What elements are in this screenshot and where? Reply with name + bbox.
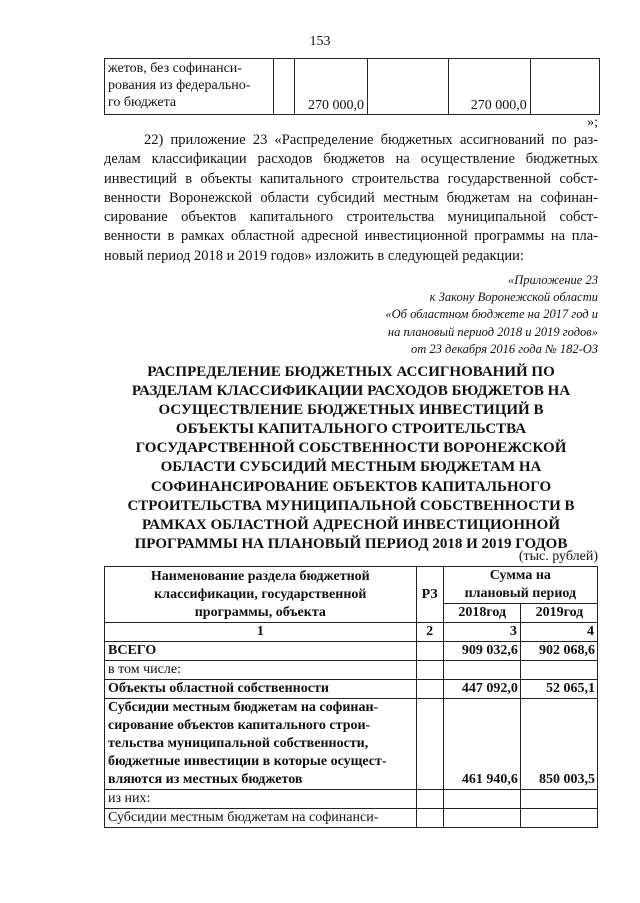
table-row	[105, 809, 598, 828]
paragraph-line: новый период 2018 и 2019 годов» изложить в следующей редакции:	[104, 247, 524, 264]
closing-quote: »;	[587, 115, 598, 130]
appendix-line: от 23 декабря 2016 года № 182-ОЗ	[411, 341, 598, 356]
continued-table	[104, 58, 600, 115]
column-number: 3	[443, 623, 520, 642]
row-rz	[416, 699, 443, 790]
text-line: жетов, без софинанси-	[108, 61, 242, 76]
paragraph-line: делам классификации расходов бюджетов на осуществление бюджетных	[104, 151, 598, 168]
table-row	[105, 680, 598, 699]
row-name: Субсидии местным бюджетам на софинанси-	[105, 809, 417, 828]
row-2019: 850 003,5	[520, 699, 597, 790]
title-line: ОБЪЕКТЫ КАПИТАЛЬНОГО СТРОИТЕЛЬСТВА	[175, 421, 527, 438]
header-name	[105, 567, 417, 623]
empty-cell	[530, 59, 599, 115]
row-name: из них:	[105, 790, 417, 809]
row-2019: 52 065,1	[520, 680, 597, 699]
table-row	[105, 623, 598, 642]
text-line: го бюджета	[108, 95, 177, 110]
row-rz	[416, 680, 443, 699]
row-line: бюджетные инвестиции в которые осущест-	[108, 754, 387, 769]
header-year-2019: 2019год	[520, 604, 597, 623]
row-name: в том числе:	[105, 661, 417, 680]
value-cell: 270 000,0	[294, 59, 367, 115]
title-line: СОФИНАНСИРОВАНИЕ ОБЪЕКТОВ КАПИТАЛЬНОГО	[150, 478, 552, 495]
row-2018	[443, 809, 520, 828]
appendix-line: на плановый период 2018 и 2019 годов»	[387, 324, 598, 339]
value-cell: 270 000,0	[449, 59, 530, 115]
row-name: Объекты областной собственности	[105, 680, 417, 699]
header-sum	[443, 567, 597, 604]
empty-cell	[368, 59, 449, 115]
table-row	[105, 790, 598, 809]
row-line: сирование объектов капитального строи-	[108, 718, 371, 733]
row-line: тельства муниципальной собственности,	[108, 736, 369, 751]
document-title	[104, 363, 598, 554]
row-rz	[416, 642, 443, 661]
row-2019	[520, 790, 597, 809]
row-2019	[520, 809, 597, 828]
column-number: 2	[416, 623, 443, 642]
appendix-line: к Закону Воронежской области	[429, 290, 598, 305]
header-rz: РЗ	[416, 567, 443, 623]
header-line: Сумма на	[489, 568, 551, 583]
header-line: Наименование раздела бюджетной	[150, 568, 370, 584]
row-2018: 447 092,0	[443, 680, 520, 699]
title-line: ОСУЩЕСТВЛЕНИЕ БЮДЖЕТНЫХ ИНВЕСТИЦИЙ В	[158, 402, 544, 419]
row-name: ВСЕГО	[105, 642, 417, 661]
row-rz	[416, 809, 443, 828]
title-line: СТРОИТЕЛЬСТВА МУНИЦИПАЛЬНОЙ СОБСТВЕННОСТИ В	[127, 497, 575, 514]
row-rz	[416, 661, 443, 680]
column-number: 4	[520, 623, 597, 642]
header-line: классификации, государственной	[154, 586, 367, 602]
row-2018: 909 032,6	[443, 642, 520, 661]
table-row	[105, 59, 600, 115]
appendix-note	[238, 272, 598, 358]
header-line: программы, объекта	[194, 604, 326, 620]
title-line: РАЗДЕЛАМ КЛАССИФИКАЦИИ РАСХОДОВ БЮДЖЕТОВ НА	[131, 383, 571, 400]
header-year-2018: 2018год	[443, 604, 520, 623]
page-number: 153	[309, 34, 331, 49]
amendment-paragraph	[104, 131, 598, 266]
paragraph-line: венности Воронежской области субсидий местным бюджетам на софинан-	[104, 189, 598, 206]
row-2018	[443, 661, 520, 680]
empty-cell	[273, 59, 294, 115]
paragraph-line: инвестиций в объекты капитального строительства государственной собст-	[104, 170, 598, 187]
table-row	[105, 699, 598, 790]
paragraph-line: сирование объектов капитального строительства муниципальной собст-	[104, 209, 598, 226]
appendix-line: «Об областном бюджете на 2017 год и	[385, 307, 598, 322]
paragraph-line: венности в рамках областной адресной инвестиционной программы на пла-	[104, 228, 598, 245]
table-row	[105, 661, 598, 680]
title-line: ПРОГРАММЫ НА ПЛАНОВЫЙ ПЕРИОД 2018 И 2019 ГОДОВ	[134, 535, 568, 552]
row-2019: 902 068,6	[520, 642, 597, 661]
table-header-row	[105, 567, 598, 604]
units-label: (тыс. рублей)	[518, 549, 598, 564]
row-2019	[520, 661, 597, 680]
budget-table	[104, 566, 598, 828]
row-2018	[443, 790, 520, 809]
title-line: ГОСУДАРСТВЕННОЙ СОБСТВЕННОСТИ ВОРОНЕЖСКОЙ	[135, 440, 567, 457]
continued-row-text	[105, 59, 274, 115]
row-name	[105, 699, 417, 790]
row-line: вляются из местных бюджетов	[108, 772, 303, 787]
appendix-line: «Приложение 23	[508, 273, 598, 287]
title-line: РАМКАХ ОБЛАСТНОЙ АДРЕСНОЙ ИНВЕСТИЦИОННОЙ	[141, 516, 560, 533]
column-number: 1	[105, 623, 417, 642]
header-line: плановый период	[464, 586, 577, 601]
title-line: РАСПРЕДЕЛЕНИЕ БЮДЖЕТНЫХ АССИГНОВАНИЙ ПО	[147, 364, 555, 380]
row-line: Субсидии местным бюджетам на софинан-	[108, 700, 379, 715]
table-row	[105, 642, 598, 661]
row-rz	[416, 790, 443, 809]
title-line: ОБЛАСТИ СУБСИДИЙ МЕСТНЫМ БЮДЖЕТАМ НА	[160, 459, 542, 476]
row-2018: 461 940,6	[443, 699, 520, 790]
text-line: рования из федерально-	[108, 78, 251, 93]
paragraph-line: 22) приложение 23 «Распределение бюджетных ассигнований по раз-	[144, 132, 598, 148]
